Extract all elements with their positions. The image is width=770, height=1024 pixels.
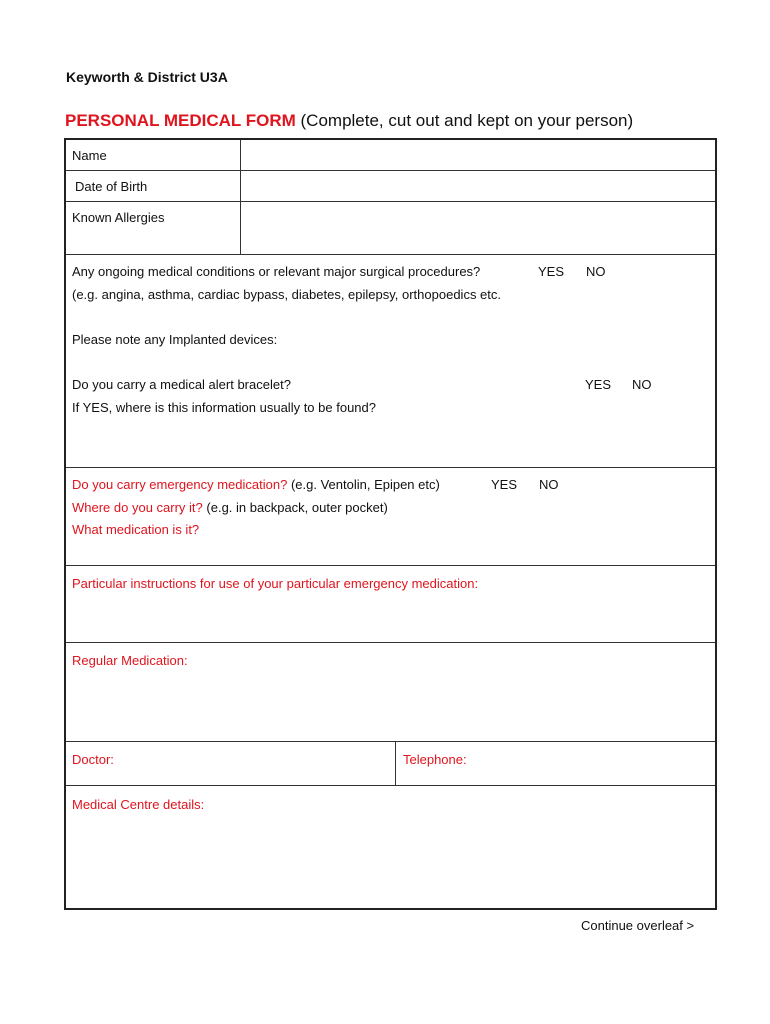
bracelet-where-label: If YES, where is this information usually to be found?	[72, 400, 376, 415]
regular-medication-field[interactable]	[66, 675, 715, 741]
allergies-label: Known Allergies	[72, 210, 165, 225]
emergency-examples: (e.g. Ventolin, Epipen etc)	[290, 477, 440, 492]
medical-form	[64, 138, 717, 910]
bracelet-question: Do you carry a medical alert bracelet?	[72, 377, 291, 392]
form-title-sub: (Complete, cut out and kept on your person)	[300, 111, 634, 130]
telephone-label: Telephone:	[403, 752, 467, 767]
conditions-question: Any ongoing medical conditions or relevant major surgical procedures?	[72, 264, 481, 279]
regular-medication-label: Regular Medication:	[72, 653, 188, 668]
implants-label: Please note any Implanted devices:	[72, 332, 278, 347]
emergency-question	[72, 477, 440, 492]
form-title-main: PERSONAL MEDICAL FORM	[65, 111, 296, 130]
what-medication-label: What medication is it?	[72, 522, 200, 537]
bracelet-no[interactable]: NO	[632, 377, 652, 392]
continue-overleaf: Continue overleaf >	[581, 918, 695, 933]
divider	[66, 785, 715, 786]
divider	[66, 467, 715, 468]
organisation-name: Keyworth & District U3A	[66, 69, 228, 85]
instructions-label: Particular instructions for use of your particular emergency medication:	[72, 576, 479, 591]
allergies-field[interactable]	[242, 202, 715, 254]
dob-label: Date of Birth	[75, 179, 148, 194]
divider	[240, 140, 241, 254]
instructions-field[interactable]	[66, 598, 715, 642]
form-title	[65, 111, 633, 131]
dob-field[interactable]	[242, 171, 715, 201]
where-carry-examples: (e.g. in backpack, outer pocket)	[206, 500, 388, 515]
bracelet-yes[interactable]: YES	[585, 377, 612, 392]
name-field[interactable]	[242, 140, 715, 170]
conditions-no[interactable]: NO	[586, 264, 606, 279]
emergency-yes[interactable]: YES	[491, 477, 518, 492]
emergency-no[interactable]: NO	[539, 477, 559, 492]
divider	[66, 741, 715, 742]
divider	[66, 254, 715, 255]
where-carry-question: Where do you carry it?	[72, 500, 203, 515]
medical-centre-label: Medical Centre details:	[72, 797, 205, 812]
divider	[66, 642, 715, 643]
doctor-label: Doctor:	[72, 752, 114, 767]
name-label: Name	[72, 148, 107, 163]
where-carry	[72, 500, 388, 515]
medical-centre-field[interactable]	[66, 818, 715, 908]
conditions-yes[interactable]: YES	[538, 264, 565, 279]
divider	[395, 741, 396, 785]
emergency-question-text: Do you carry emergency medication?	[72, 477, 288, 492]
conditions-examples: (e.g. angina, asthma, cardiac bypass, diabetes, epilepsy, orthopoedics etc.	[72, 287, 502, 302]
divider	[66, 565, 715, 566]
